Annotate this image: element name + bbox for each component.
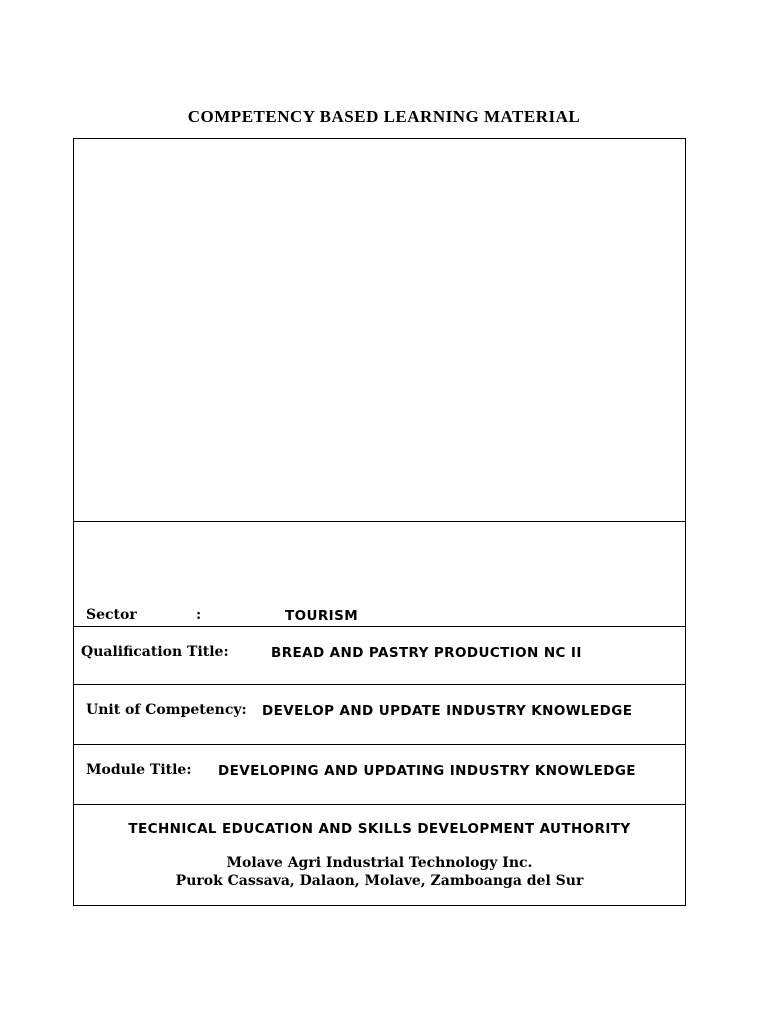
module-row <box>74 745 685 805</box>
qualification-row <box>74 627 685 685</box>
document-title: COMPETENCY BASED LEARNING MATERIAL <box>187 107 581 126</box>
qualification-value: BREAD AND PASTRY PRODUCTION NC II <box>271 645 582 661</box>
sector-row <box>74 522 685 627</box>
unit-row <box>74 685 685 745</box>
sector-label: Sector <box>86 607 137 623</box>
sector-separator: : <box>196 607 202 623</box>
cover-image-area <box>74 139 685 522</box>
footer-row <box>74 805 685 906</box>
module-label: Module Title: <box>86 762 192 778</box>
authority-name: TECHNICAL EDUCATION AND SKILLS DEVELOPMENT AUTHORITY <box>128 821 631 837</box>
sector-value: TOURISM <box>285 608 359 624</box>
cover-frame <box>73 138 686 906</box>
institution-address: Purok Cassava, Dalaon, Molave, Zamboanga del Sur <box>175 873 584 889</box>
module-value: DEVELOPING AND UPDATING INDUSTRY KNOWLEDGE <box>218 763 636 779</box>
qualification-label: Qualification Title: <box>81 644 229 660</box>
unit-label: Unit of Competency: <box>86 702 247 718</box>
unit-value: DEVELOP AND UPDATE INDUSTRY KNOWLEDGE <box>262 703 633 719</box>
institution-name: Molave Agri Industrial Technology Inc. <box>226 855 533 871</box>
